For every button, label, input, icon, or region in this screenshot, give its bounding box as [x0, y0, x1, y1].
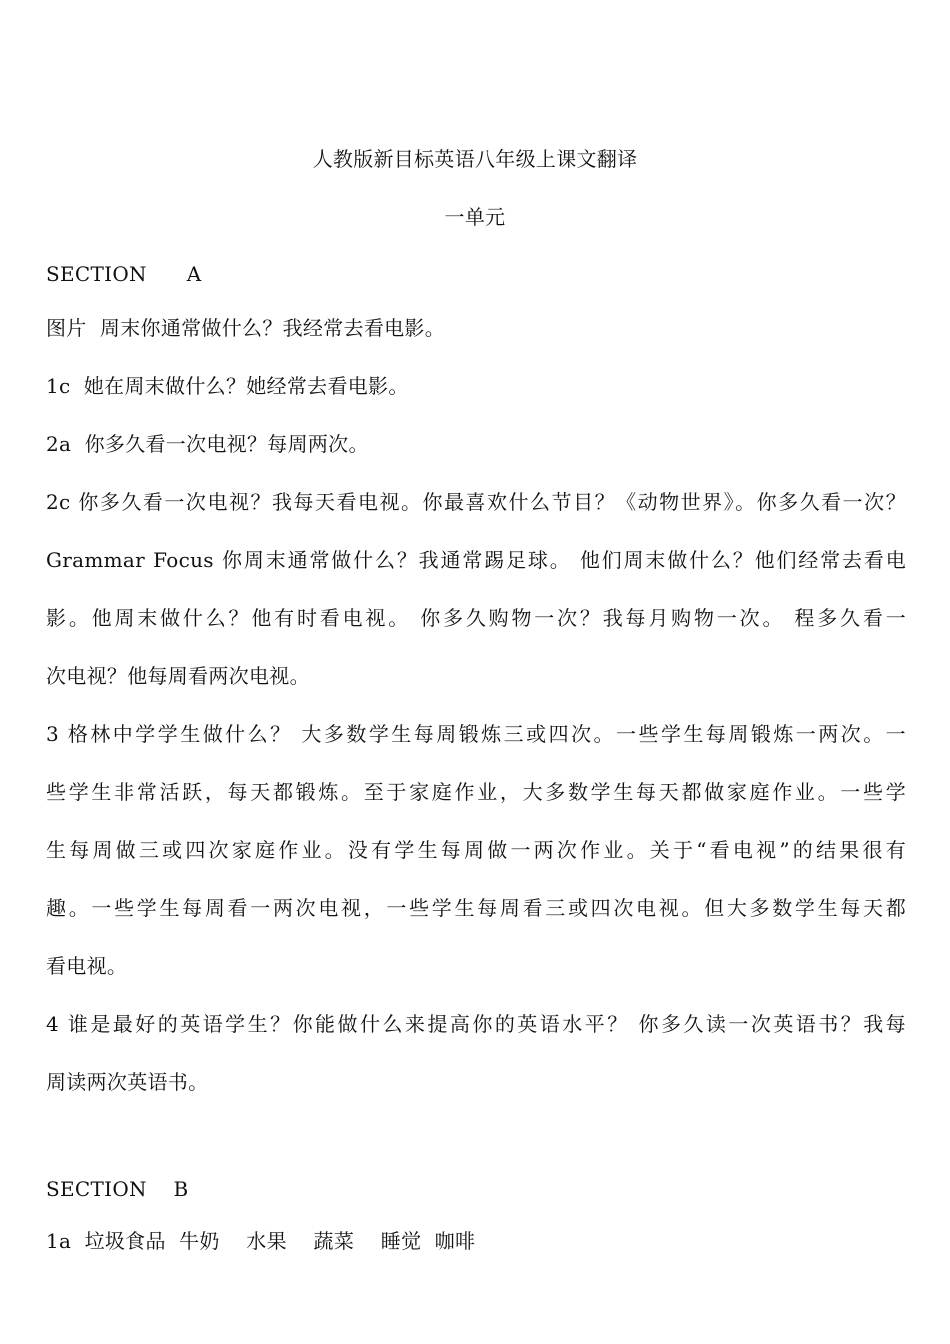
paragraph-line: 4 谁是最好的英语学生？你能做什么来提高你的英语水平？ 你多久读一次英语书？我每	[46, 1012, 906, 1036]
paragraph-line: 图片 周末你通常做什么？我经常去看电影。	[46, 316, 446, 340]
paragraph-line: 3 格林中学学生做什么？ 大多数学生每周锻炼三或四次。一些学生每周锻炼一两次。一	[46, 722, 906, 746]
paragraph-line: 些学生非常活跃，每天都锻炼。至于家庭作业，大多数学生每天都做家庭作业。一些学	[46, 780, 906, 804]
paragraph-line: 1c 她在周末做什么？她经常去看电影。	[46, 374, 409, 398]
section-a-heading: SECTION A	[46, 262, 202, 286]
paragraph-line: 看电视。	[46, 954, 128, 978]
paragraph-line: 生每周做三或四次家庭作业。没有学生每周做一两次作业。关于“看电视”的结果很有	[46, 838, 906, 862]
paragraph-line: 1a 垃圾食品 牛奶 水果 蔬菜 睡觉 咖啡	[46, 1229, 476, 1253]
paragraph-line: 趣。一些学生每周看一两次电视，一些学生每周看三或四次电视。但大多数学生每天都	[46, 896, 906, 920]
paragraph-line: Grammar Focus 你周末通常做什么？我通常踢足球。 他们周末做什么？他们经常去看电	[46, 548, 906, 572]
section-b-heading: SECTION B	[46, 1177, 189, 1201]
unit-heading: 一单元	[444, 205, 506, 229]
paragraph-line: 2c 你多久看一次电视？我每天看电视。你最喜欢什么节目？《动物世界》。你多久看一次？	[46, 490, 906, 514]
paragraph-line: 周读两次英语书。	[46, 1070, 209, 1094]
paragraph-line: 影。他周末做什么？他有时看电视。 你多久购物一次？我每月购物一次。 程多久看一	[46, 606, 906, 630]
document-title: 人教版新目标英语八年级上课文翻译	[312, 147, 638, 171]
paragraph-line: 次电视？他每周看两次电视。	[46, 664, 310, 688]
paragraph-line: 2a 你多久看一次电视？每周两次。	[46, 432, 369, 456]
